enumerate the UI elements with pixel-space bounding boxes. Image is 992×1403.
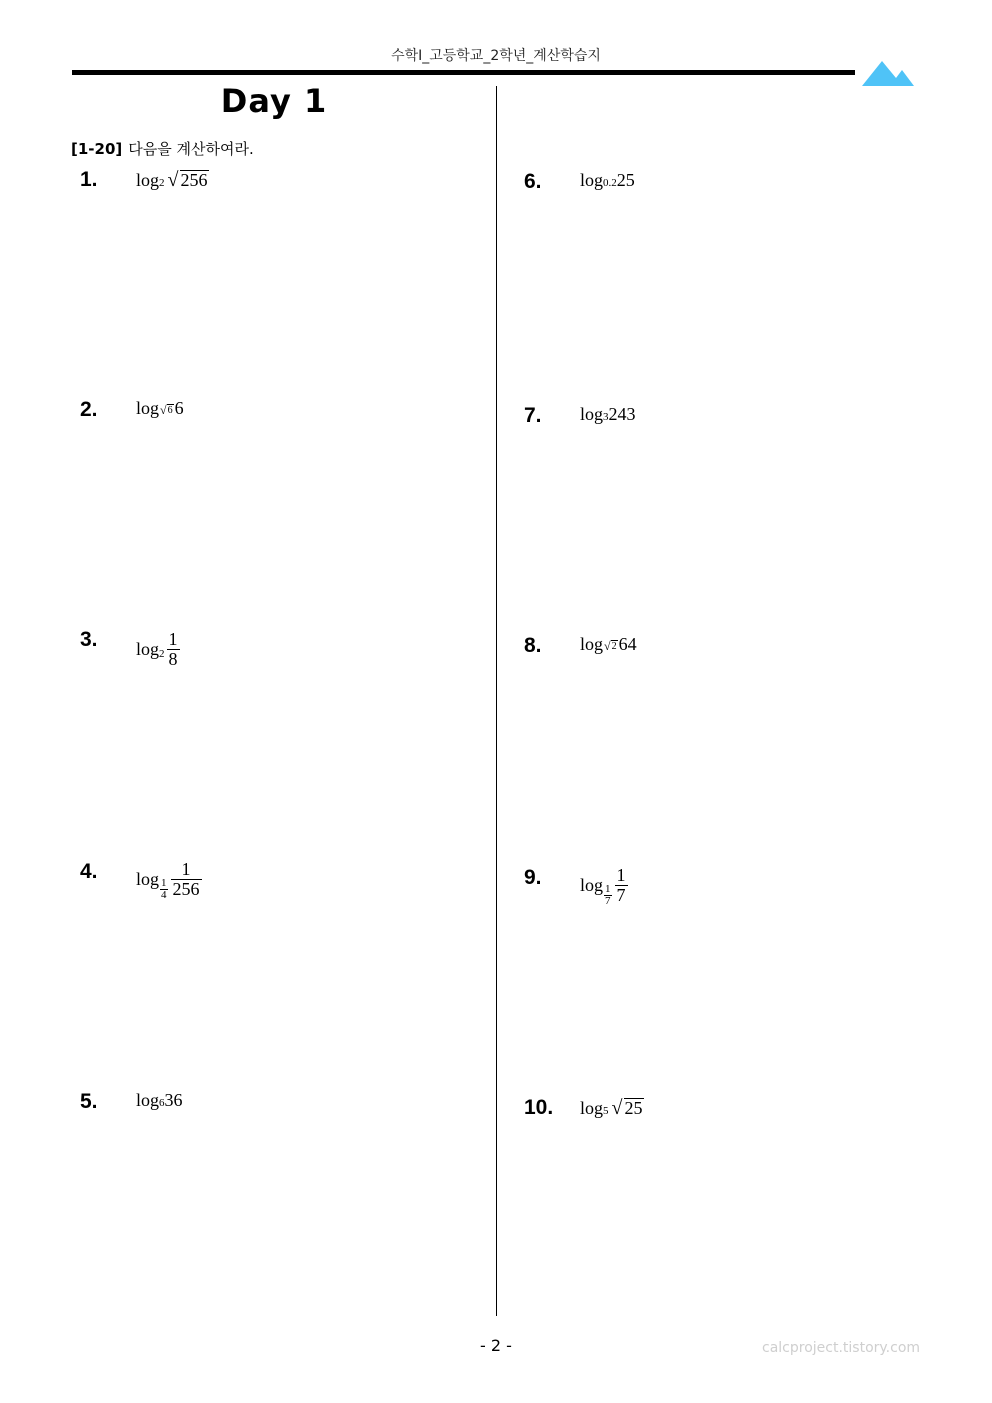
problem-expression [136, 630, 180, 669]
fraction [171, 860, 202, 899]
column-divider [496, 86, 497, 1316]
square-root [612, 1098, 644, 1118]
problem-expression [580, 866, 628, 905]
log-text: log [580, 404, 604, 424]
problem-expression [136, 398, 184, 419]
base-numerator: 1 [161, 876, 167, 889]
radicand: 25 [624, 1098, 643, 1119]
problem-expression [136, 860, 202, 899]
radical-sign: √ [167, 169, 179, 191]
denominator: 256 [172, 878, 200, 899]
log-text: log [580, 170, 604, 190]
base-denominator: 7 [605, 894, 611, 907]
problem-number: 4. [80, 860, 98, 883]
radical-sign: √ [160, 403, 167, 417]
log-base-fraction [160, 878, 168, 901]
fraction [615, 866, 628, 905]
radical-sign: √ [604, 639, 611, 653]
watermark: calcproject.tistory.com [762, 1340, 921, 1356]
problem-expression [136, 1090, 183, 1111]
log-base: 6 [167, 405, 173, 416]
log-base: 2 [611, 641, 617, 652]
problem-number: 5. [80, 1090, 98, 1113]
base-denominator: 4 [161, 888, 167, 901]
log-base-fraction [604, 884, 612, 907]
problem-expression [580, 634, 637, 655]
log-argument: 36 [164, 1090, 183, 1110]
problem-number: 6. [524, 170, 542, 193]
instruction-range: [1-20] [71, 140, 123, 158]
log-base: 0.2 [603, 177, 617, 189]
problem-expression [136, 170, 209, 191]
square-root [168, 170, 209, 190]
log-base: 2 [159, 648, 165, 661]
fraction [167, 630, 180, 669]
radicand: 256 [180, 170, 208, 191]
problem-number: 9. [524, 866, 542, 889]
numerator: 1 [616, 865, 626, 885]
log-text: log [580, 634, 604, 654]
log-base: 5 [603, 1105, 609, 1117]
problem-number: 8. [524, 634, 542, 657]
numerator: 1 [168, 629, 178, 649]
mountain-logo-icon [862, 58, 914, 86]
problem-number: 3. [80, 628, 98, 651]
log-argument: 64 [618, 634, 637, 654]
log-text: log [136, 1090, 160, 1110]
problem-number: 10. [524, 1096, 554, 1119]
log-base: 3 [603, 411, 609, 423]
log-text: log [580, 874, 604, 895]
log-argument: 25 [616, 170, 635, 190]
numerator: 1 [181, 859, 191, 879]
log-text: log [136, 638, 160, 659]
log-text: log [136, 170, 160, 190]
log-base-root [604, 640, 618, 652]
denominator: 7 [616, 884, 626, 905]
problem-expression [580, 1098, 644, 1119]
instruction-text: 다음을 계산하여라. [128, 140, 254, 158]
problem-number: 1. [80, 168, 98, 191]
log-text: log [580, 1098, 604, 1118]
day-title: Day 1 [220, 82, 328, 120]
log-argument: 6 [174, 398, 184, 418]
problem-expression [580, 404, 636, 425]
log-text: log [136, 868, 160, 889]
log-base: 2 [159, 177, 165, 189]
log-text: log [136, 398, 160, 418]
problem-number: 2. [80, 398, 98, 421]
base-numerator: 1 [605, 882, 611, 895]
log-base-root [160, 404, 174, 416]
log-argument: 243 [608, 404, 636, 424]
header-rule [72, 70, 855, 75]
radical-sign: √ [611, 1097, 623, 1119]
problem-expression [580, 170, 635, 191]
denominator: 8 [168, 648, 178, 669]
log-base: 6 [159, 1097, 165, 1109]
page-number: - 2 - [480, 1336, 512, 1355]
instruction [71, 138, 254, 159]
header-title: 수학I_고등학교_2학년_계산학습지 [391, 48, 601, 64]
problem-number: 7. [524, 404, 542, 427]
